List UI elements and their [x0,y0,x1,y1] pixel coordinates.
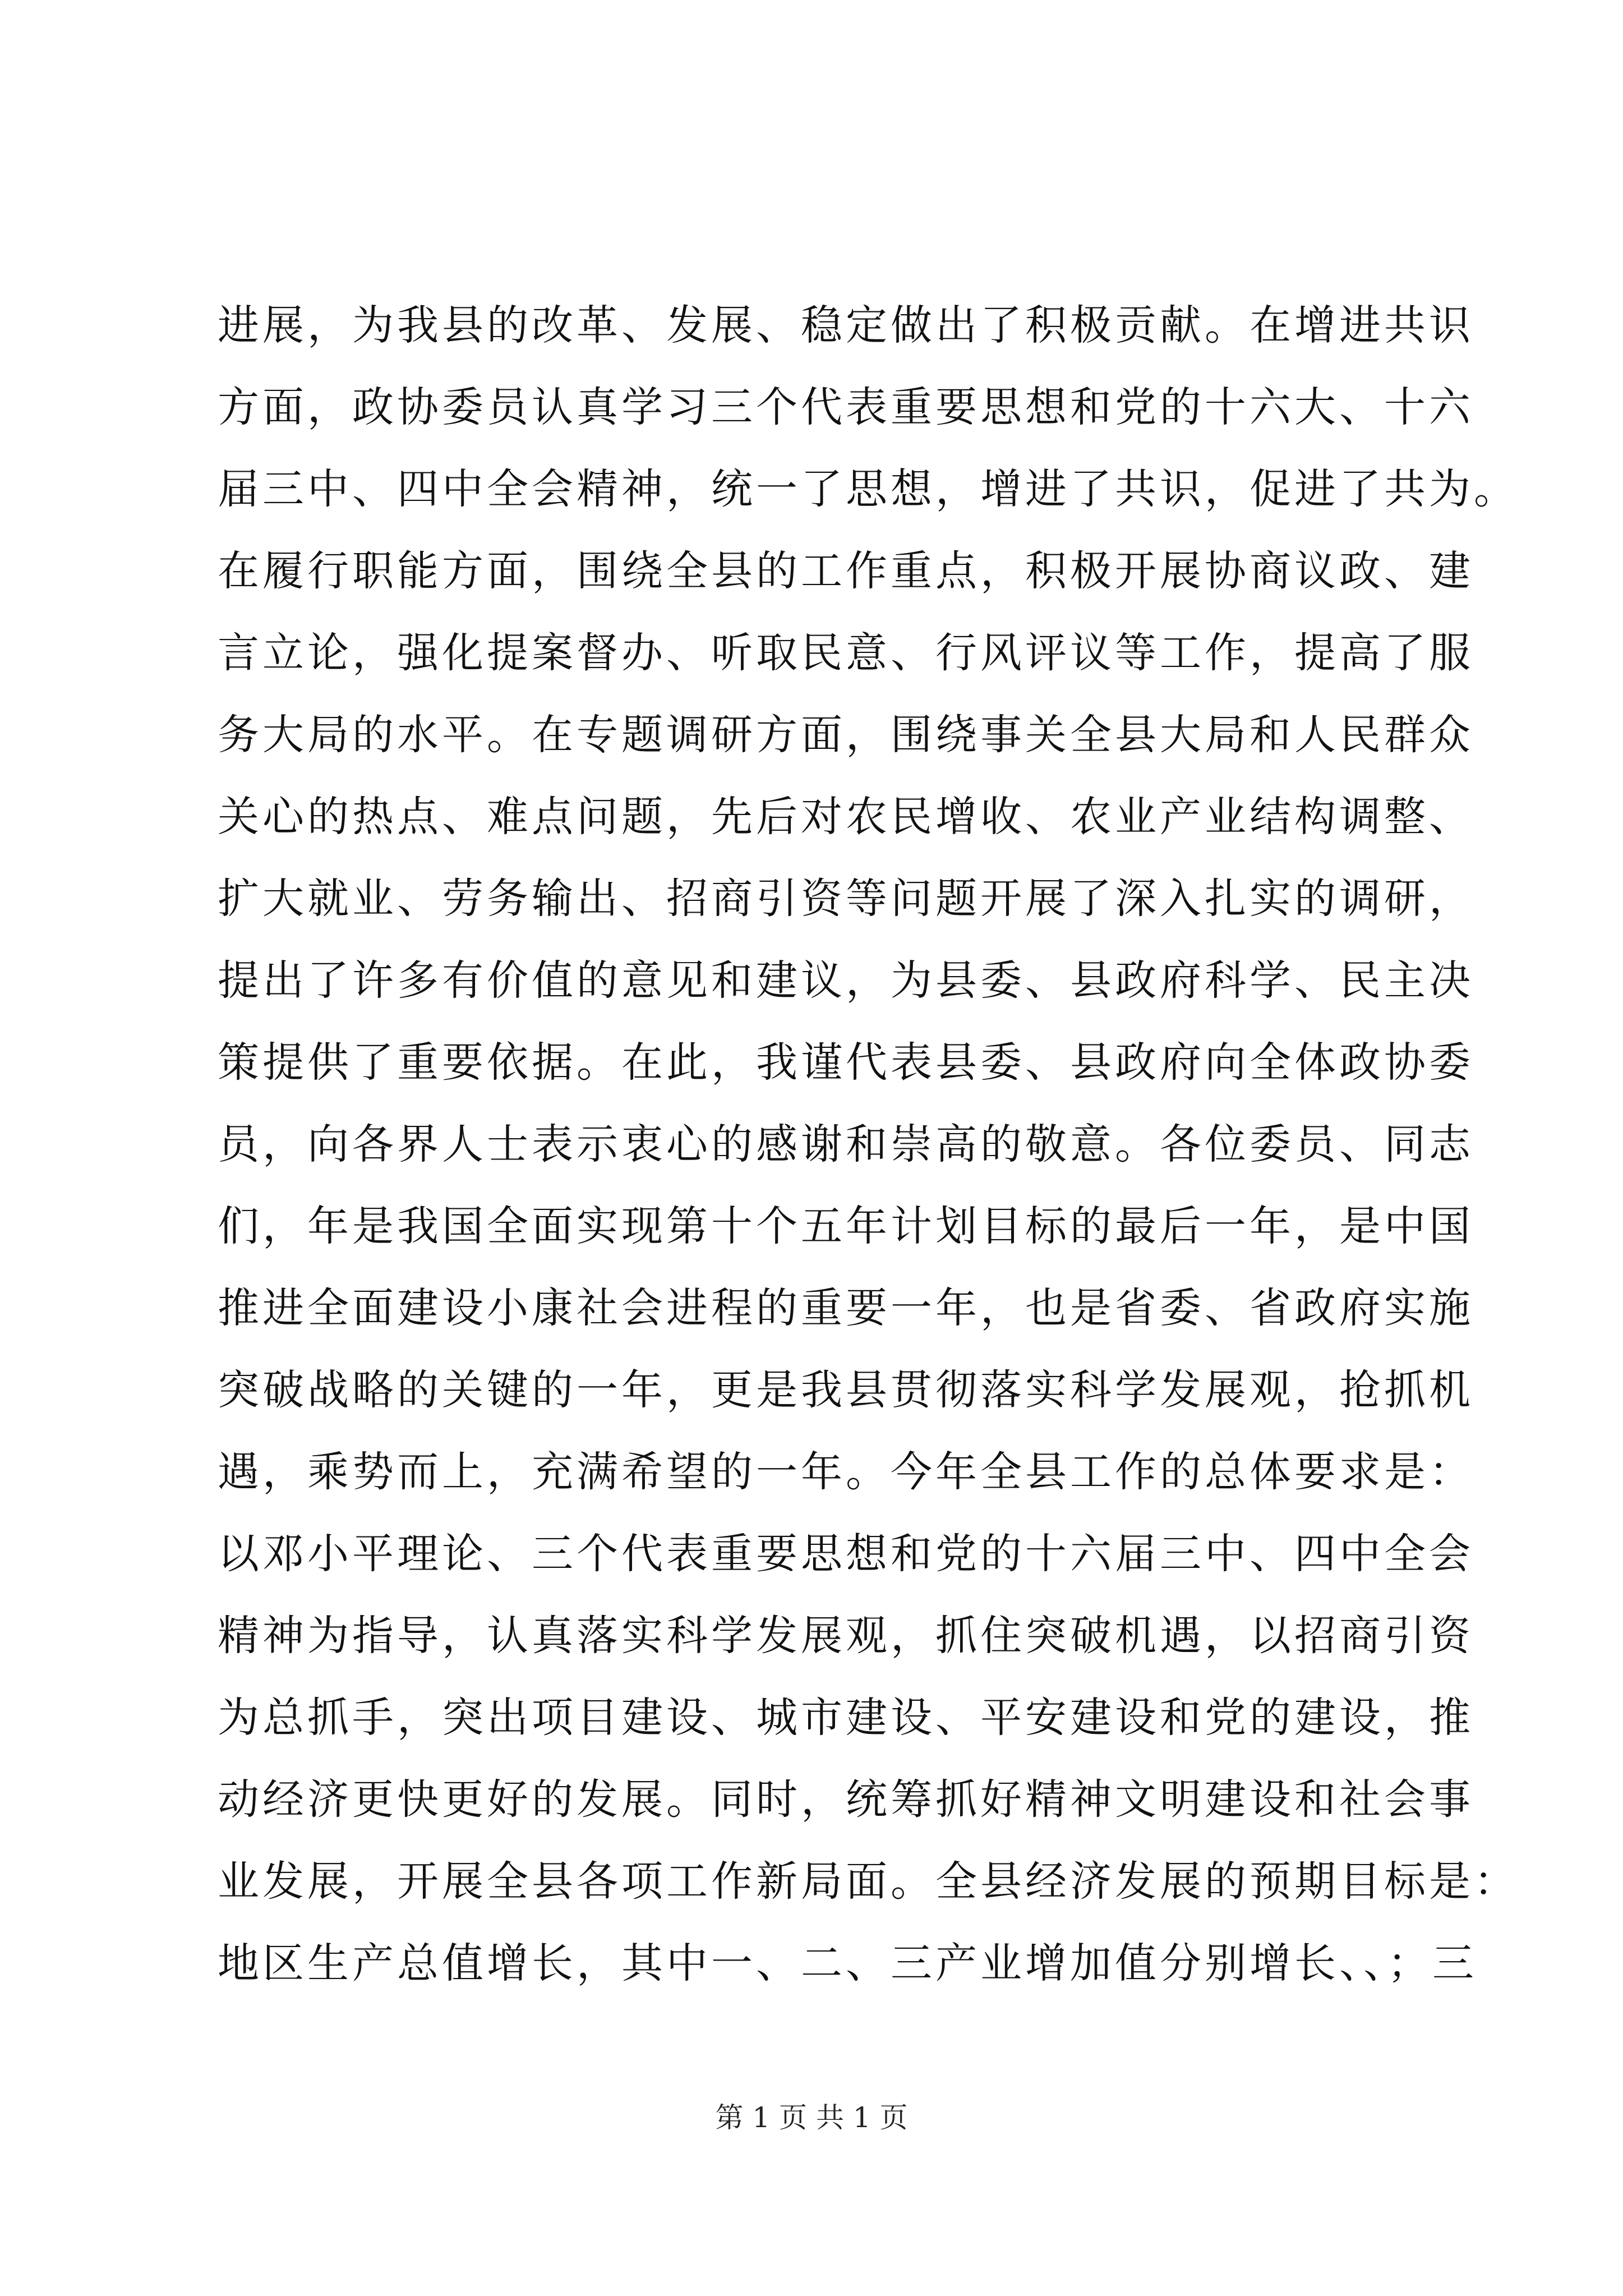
text-line: 员，向各界人士表示衷心的感谢和崇高的敬意。各位委员、同志 [218,1120,1474,1168]
text-line: 动经济更快更好的发展。同时，统筹抓好精神文明建设和社会事 [218,1775,1474,1824]
text-line: 提出了许多有价值的意见和建议，为县委、县政府科学、民主决 [218,956,1474,1005]
text-line: 届三中、四中全会精神，统一了思想，增进了共识，促进了共为。 [218,465,1519,513]
text-line: 策提供了重要依据。在此，我谨代表县委、县政府向全体政协委 [218,1038,1474,1087]
text-line: 地区生产总值增长，其中一、二、三产业增加值分别增长、、；三 [218,1939,1477,1987]
text-line: 进展，为我县的改革、发展、稳定做出了积极贡献。在增进共识 [218,301,1474,349]
text-line: 推进全面建设小康社会进程的重要一年，也是省委、省政府实施 [218,1284,1474,1332]
text-line: 为总抓手，突出项目建设、城市建设、平安建设和党的建设，推 [218,1694,1474,1742]
text-line: 业发展，开展全县各项工作新局面。全县经济发展的预期目标是： [218,1857,1519,1906]
text-line: 言立论，强化提案督办、听取民意、行风评议等工作，提高了服 [218,629,1474,677]
text-line: 关心的热点、难点问题，先后对农民增收、农业产业结构调整、 [218,793,1474,841]
text-line: 扩大就业、劳务输出、招商引资等问题开展了深入扎实的调研， [218,875,1474,923]
text-line: 在履行职能方面，围绕全县的工作重点，积极开展协商议政、建 [218,547,1474,595]
text-line: 精神为指导，认真落实科学发展观，抓住突破机遇，以招商引资 [218,1612,1474,1660]
text-line: 务大局的水平。在专题调研方面，围绕事关全县大局和人民群众 [218,711,1474,759]
page-number-footer: 第 1 页 共 1 页 [715,2101,908,2134]
text-line: 们，年是我国全面实现第十个五年计划目标的最后一年，是中国 [218,1202,1474,1250]
text-line: 突破战略的关键的一年，更是我县贯彻落实科学发展观，抢抓机 [218,1366,1474,1414]
text-line: 以邓小平理论、三个代表重要思想和党的十六届三中、四中全会 [218,1530,1474,1578]
text-line: 遇，乘势而上，充满希望的一年。今年全县工作的总体要求是： [218,1448,1474,1496]
text-line: 方面，政协委员认真学习三个代表重要思想和党的十六大、十六 [218,383,1474,431]
